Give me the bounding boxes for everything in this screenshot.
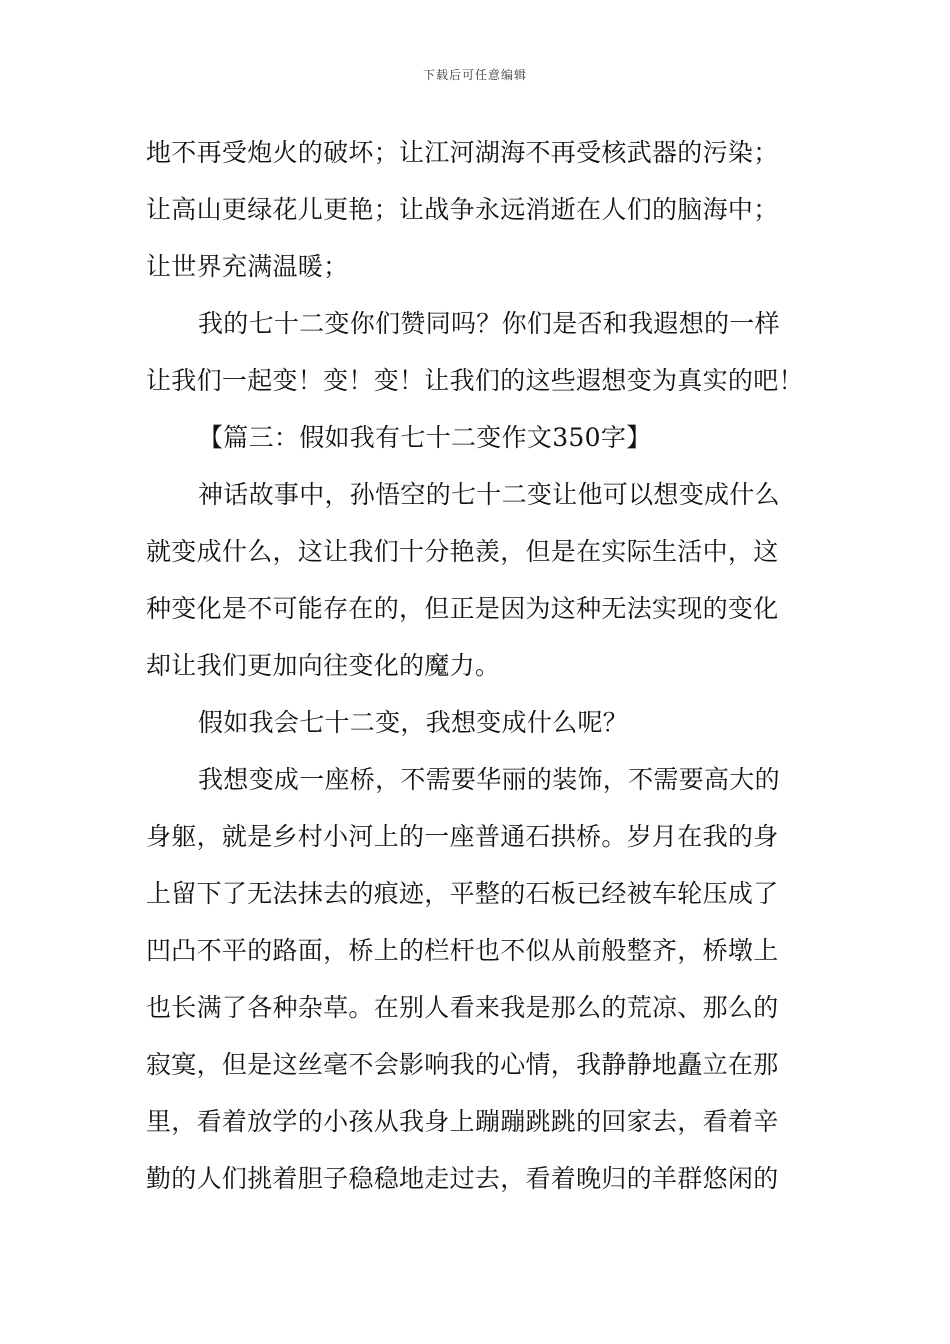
page-header: 下载后可任意编辑 <box>422 68 527 82</box>
text-line: 让我们一起变！变！变！让我们的这些遐想变为真实的吧！ <box>146 366 804 395</box>
text-line: 里，看着放学的小孩从我身上蹦蹦跳跳的回家去，看着辛 <box>146 1107 779 1136</box>
text-line: 让高山更绿花儿更艳；让战争永远消逝在人们的脑海中； <box>146 195 779 224</box>
text-line: 上留下了无法抹去的痕迹，平整的石板已经被车轮压成了 <box>146 879 779 908</box>
text-line: 假如我会七十二变，我想变成什么呢？ <box>198 708 629 737</box>
body-text <box>146 124 806 1207</box>
text-line: 我的七十二变你们赞同吗？你们是否和我遐想的一样 <box>198 309 780 338</box>
text-line: 却让我们更加向往变化的魔力。 <box>146 651 501 680</box>
text-line: 寂寞，但是这丝毫不会影响我的心情，我静静地矗立在那 <box>146 1050 779 1079</box>
text-line: 身躯，就是乡村小河上的一座普通石拱桥。岁月在我的身 <box>146 822 779 851</box>
text-line: 神话故事中，孙悟空的七十二变让他可以想变成什么 <box>198 480 780 509</box>
text-line: 让世界充满温暖； <box>146 252 349 281</box>
text-line: 就变成什么，这让我们十分艳羡，但是在实际生活中，这 <box>146 537 779 566</box>
text-line: 勤的人们挑着胆子稳稳地走过去，看着晚归的羊群悠闲的 <box>146 1164 779 1193</box>
text-line: 凹凸不平的路面，桥上的栏杆也不似从前般整齐，桥墩上 <box>146 936 779 965</box>
text-line: 也长满了各种杂草。在别人看来我是那么的荒凉、那么的 <box>146 993 779 1022</box>
text-line: 地不再受炮火的破坏；让江河湖海不再受核武器的污染； <box>146 138 779 167</box>
text-line: 种变化是不可能存在的，但正是因为这种无法实现的变化 <box>146 594 779 623</box>
section-title: 【篇三：假如我有七十二变作文350字】 <box>198 423 652 452</box>
text-line: 我想变成一座桥，不需要华丽的装饰，不需要高大的 <box>198 765 780 794</box>
